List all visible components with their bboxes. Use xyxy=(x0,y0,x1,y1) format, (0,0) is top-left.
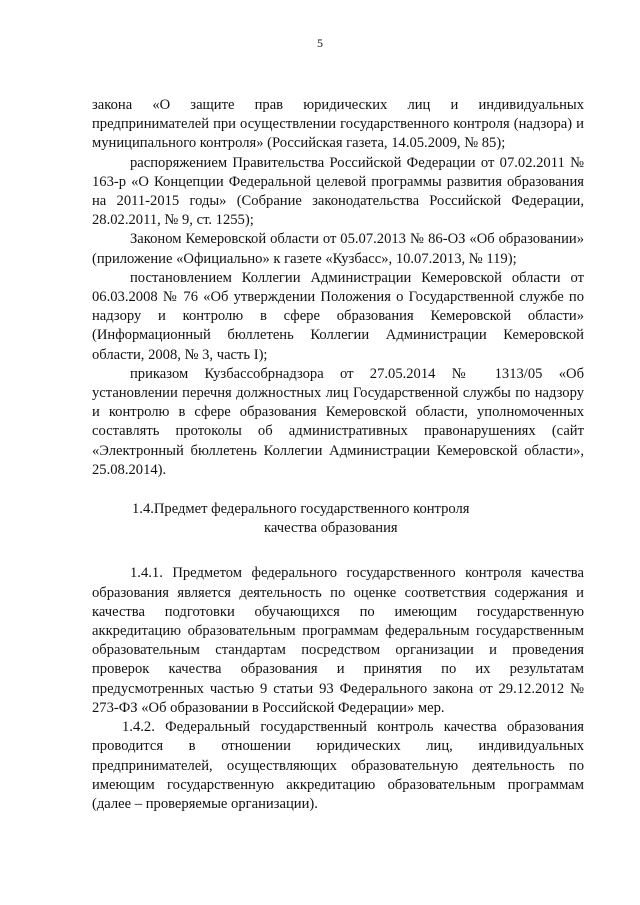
paragraph-collegium-resolution: постановлением Коллегии Администрации Кемеровской области от 06.03.2008 № 76 «Об утверждении Положения о Государственной службе по надзору и контролю в сфере образования Кемеровской области» (Информационный бюллетень Коллегии Администрации Кемеровской области, 2008, № 3, часть I); xyxy=(92,269,584,363)
document-body xyxy=(92,96,584,814)
section-heading-line-2: качества образования xyxy=(264,520,398,537)
paragraph-1-4-2: 1.4.2. Федеральный государственный контроль качества образования проводится в отношении юридических лиц, индивидуальных предпринимателей, осуществляющих образовательную деятельность по имеющим государственную аккредитацию образовательным программам (далее – проверяемые организации). xyxy=(92,719,584,812)
paragraph-law-continuation: закона «О защите прав юридических лиц и индивидуальных предпринимателей при осуществлении государственного контроля (надзора) и муниципального контроля» (Российская газета, 14.05.2009, № 85); xyxy=(92,97,584,152)
section-heading xyxy=(92,500,584,538)
paragraph-kuzbassobrnadzor-order: приказом Кузбассобрнадзора от 27.05.2014 № 1313/05 «Об установлении перечня должностных лиц Государственной службы по надзору и контролю в сфере образования Кемеровской области, уполномоченных составлять протоколы об административных правонарушениях (сайт «Электронный бюллетень Коллегии Администрации Кемеровской области», 25.08.2014). xyxy=(92,365,584,478)
paragraph-1-4-1: 1.4.1. Предметом федерального государственного контроля качества образования является деятельность по оценке соответствия содержания и качества подготовки обучающихся по имеющим государственную аккредитацию образовательным программам федеральным государственным образовательным стандартам посредством организации и проведения проверок качества образования и принятия по их результатам предусмотренных частью 9 статьи 93 Федерального закона от 29.12.2012 № 273-ФЗ «Об образовании в Российской Федерации» мер. xyxy=(92,565,584,716)
section-heading-line-1: 1.4.Предмет федерального государственного контроля xyxy=(132,501,470,518)
paragraph-government-order: распоряжением Правительства Российской Федерации от 07.02.2011 № 163-р «О Концепции Федеральной целевой программы развития образования на 2011-2015 годы» (Собрание законодательства Российской Федерации, 28.02.2011, № 9, ст. 1255); xyxy=(92,154,584,229)
paragraph-regional-law: Законом Кемеровской области от 05.07.2013 № 86-ОЗ «Об образовании» (приложение «Официально» к газете «Кузбасс», 10.07.2013, № 119); xyxy=(92,231,584,267)
page-number: 5 xyxy=(317,36,323,50)
